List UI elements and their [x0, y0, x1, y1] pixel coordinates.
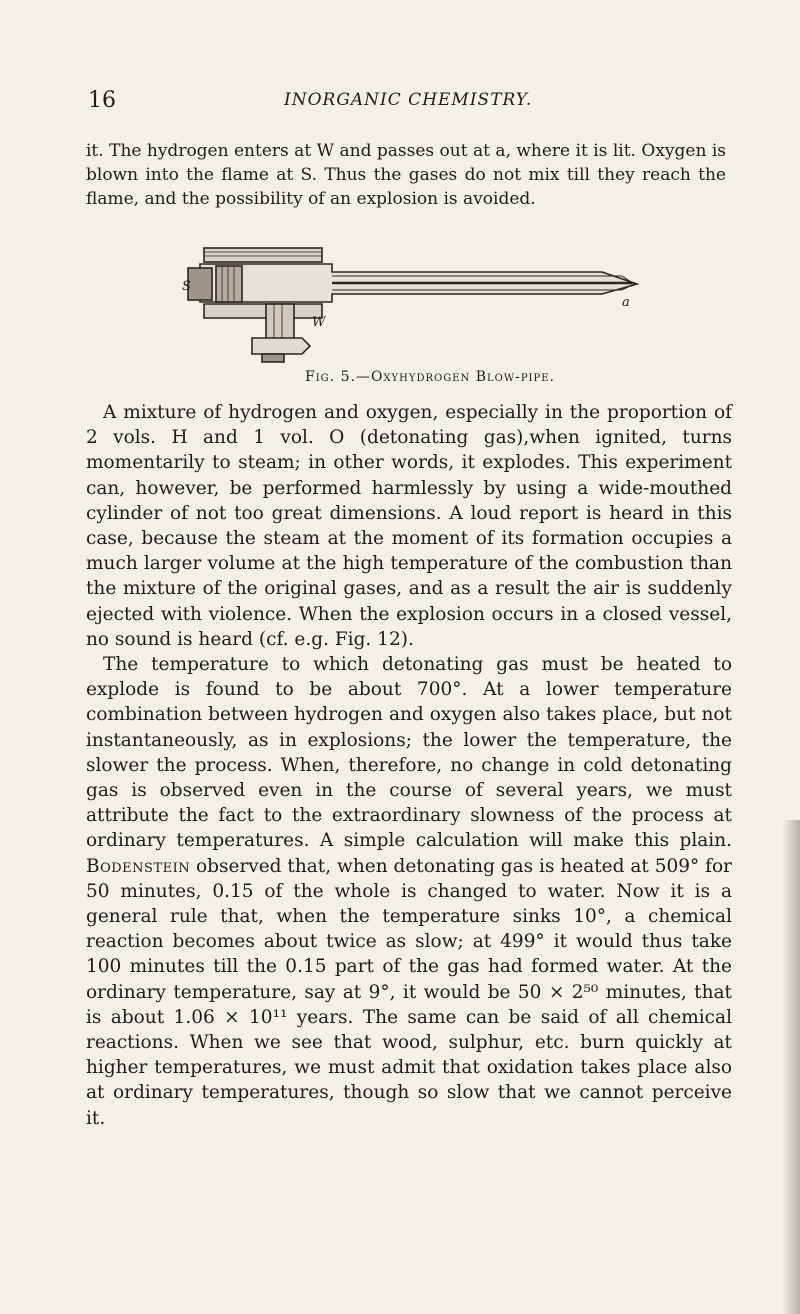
blowpipe-figure — [182, 246, 662, 364]
paragraph-temperature-text-cont: observed that, when detonating gas is heated at 509° for 50 minutes, 0.15 of the whole is changed to water. Now it is a general rule that, when the temperature sinks 10°, a chemical reaction becomes about twice as slow; at 499° it would thus take 100 minutes till the 0.15 part of the gas had formed water. At the ordinary temperature, say at 9°, it would be 50 × 2⁵⁰ minutes, that is about 1.06 × 10¹¹ years. The same can be said of all chemical reactions. When we see that wood, sulphur, etc. burn quickly at higher temperatures, we must admit that oxidation takes place also at ordinary temperatures, though so slow that we cannot perceive it. — [86, 855, 732, 1129]
paragraph-detonating-gas — [86, 400, 732, 652]
blowpipe-illustration — [188, 248, 637, 362]
figure-caption-number: Fig. 5.— — [305, 369, 371, 385]
paragraph-temperature-text: The temperature to which detonating gas must be heated to explode is found to be about 700°. At a lower temperature combination between hydrogen and oxygen also takes place, but not instantaneously, as in explosions; the lower the temperature, the slower the process. When, therefore, no change in cold detonating gas is observed even in the course of several years, we must attribute the fact to the extraordinary slowness of the process at ordinary temperatures. A simple calculation will make this plain. — [86, 654, 732, 852]
name-bodenstein: Bodenstein — [86, 855, 191, 877]
paragraph-temperature — [86, 652, 732, 1131]
figure-label-a: a — [622, 295, 630, 310]
figure-label-s: S — [182, 279, 191, 294]
body-text — [86, 400, 732, 1131]
figure-caption — [0, 369, 800, 385]
page-number: 16 — [88, 88, 116, 113]
page-edge-shadow — [782, 820, 800, 1314]
intro-paragraph: it. The hydrogen enters at W and passes out at a, where it is lit. Oxygen is blown into the flame at S. Thus the gases do not mix till they reach the flame, and the possibility of an explosion is avoided. — [86, 141, 726, 209]
paragraph-detonating-gas-text: A mixture of hydrogen and oxygen, especially in the proportion of 2 vols. H and 1 vol. O (detonating gas),when ignited, turns momentarily to steam; in other words, it explodes. This experiment can, however, be performed harmlessly by using a wide-mouthed cylinder of not too great dimensions. A loud report is heard in this case, because the steam at the moment of its formation occupies a much larger volume at the high temperature of the combustion than the mixture of the original gases, and as a result the air is suddenly ejected with violence. When the explosion occurs in a closed vessel, no sound is heard (cf. e.g. Fig. 12). — [86, 402, 732, 650]
running-head: INORGANIC CHEMISTRY. — [284, 90, 533, 110]
figure-label-w: W — [312, 315, 326, 330]
figure-caption-title: Oxyhydrogen Blow-pipe. — [370, 369, 555, 385]
